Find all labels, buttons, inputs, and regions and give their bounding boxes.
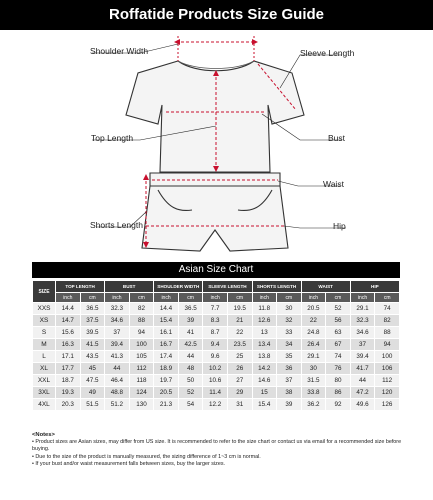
size-chart-title: Asian Size Chart xyxy=(32,262,400,278)
table-row xyxy=(33,375,400,387)
table-cell: 13.8 xyxy=(252,351,277,363)
table-cell: 86 xyxy=(326,387,351,399)
table-cell: 44 xyxy=(178,351,203,363)
table-row xyxy=(33,363,400,375)
table-row xyxy=(33,339,400,351)
table-row xyxy=(33,315,400,327)
unit-cm-header: cm xyxy=(178,293,203,303)
table-cell: 41.7 xyxy=(350,363,375,375)
table-cell: 94 xyxy=(129,327,154,339)
top-garment xyxy=(126,61,304,172)
table-cell: 45 xyxy=(80,363,105,375)
table-cell: 9.6 xyxy=(203,351,228,363)
table-cell: 19.7 xyxy=(154,375,179,387)
group-header: SHORTS LENGTH xyxy=(252,281,301,293)
table-cell: 17.7 xyxy=(56,363,81,375)
table-cell: 67 xyxy=(326,339,351,351)
size-chart-table xyxy=(32,280,400,411)
unit-inch-header: inch xyxy=(154,293,179,303)
table-cell: 88 xyxy=(375,327,400,339)
table-cell: 15.6 xyxy=(56,327,81,339)
table-cell: 29 xyxy=(227,387,252,399)
table-cell: 36.2 xyxy=(301,399,326,411)
unit-inch-header: inch xyxy=(56,293,81,303)
notes-section xyxy=(32,432,412,468)
table-cell: 44 xyxy=(350,375,375,387)
table-cell: 10.2 xyxy=(203,363,228,375)
size-label: XL xyxy=(33,363,56,375)
table-cell: 39 xyxy=(277,399,302,411)
table-cell: 124 xyxy=(129,387,154,399)
table-cell: 12.6 xyxy=(252,315,277,327)
size-label: L xyxy=(33,351,56,363)
table-cell: 30 xyxy=(301,363,326,375)
table-cell: 16.3 xyxy=(56,339,81,351)
table-cell: 106 xyxy=(375,363,400,375)
table-cell: 37.5 xyxy=(80,315,105,327)
group-header: WAIST xyxy=(301,281,350,293)
label-bust: Bust xyxy=(328,133,346,143)
table-cell: 42.5 xyxy=(178,339,203,351)
table-cell: 51.5 xyxy=(80,399,105,411)
table-cell: 41 xyxy=(178,327,203,339)
table-cell: 15.4 xyxy=(252,399,277,411)
table-cell: 120 xyxy=(375,387,400,399)
group-header: TOP LENGTH xyxy=(56,281,105,293)
shorts-garment xyxy=(142,173,288,251)
table-cell: 18.7 xyxy=(56,375,81,387)
table-cell: 100 xyxy=(129,339,154,351)
table-cell: 49.6 xyxy=(350,399,375,411)
table-cell: 34.6 xyxy=(350,327,375,339)
size-label: XXS xyxy=(33,303,56,315)
notes-title: <Notes> xyxy=(32,432,55,438)
table-cell: 26.4 xyxy=(301,339,326,351)
label-waist: Waist xyxy=(323,179,344,189)
table-cell: 32 xyxy=(277,315,302,327)
size-label: XS xyxy=(33,315,56,327)
table-cell: 33 xyxy=(277,327,302,339)
table-cell: 52 xyxy=(326,303,351,315)
size-label: S xyxy=(33,327,56,339)
table-cell: 36 xyxy=(277,363,302,375)
table-row xyxy=(33,387,400,399)
garment-illustration xyxy=(0,30,433,258)
measurement-diagram xyxy=(0,30,433,258)
group-header: BUST xyxy=(105,281,154,293)
table-cell: 32.3 xyxy=(350,315,375,327)
table-row xyxy=(33,327,400,339)
group-header: HIP xyxy=(350,281,399,293)
table-cell: 18.9 xyxy=(154,363,179,375)
table-cell: 94 xyxy=(375,339,400,351)
label-shorts-length: Shorts Length xyxy=(90,220,143,230)
table-cell: 36.5 xyxy=(80,303,105,315)
table-cell: 11.8 xyxy=(252,303,277,315)
table-cell: 43.5 xyxy=(80,351,105,363)
table-cell: 38 xyxy=(277,387,302,399)
table-cell: 8.7 xyxy=(203,327,228,339)
table-cell: 37 xyxy=(105,327,130,339)
table-cell: 27 xyxy=(227,375,252,387)
table-cell: 32.3 xyxy=(105,303,130,315)
unit-inch-header: inch xyxy=(301,293,326,303)
unit-cm-header: cm xyxy=(227,293,252,303)
table-cell: 22 xyxy=(227,327,252,339)
unit-cm-header: cm xyxy=(277,293,302,303)
note-item: • Due to the size of the product is manually measured, the sizing difference of 1~3 cm is normal. xyxy=(32,453,261,460)
table-cell: 41.5 xyxy=(80,339,105,351)
note-item: • Product sizes are Asian sizes, may differ from US size. It is recommended to refer to the size chart or contact us via email for a recommended size before buying. xyxy=(32,439,402,453)
table-cell: 33.8 xyxy=(301,387,326,399)
table-row xyxy=(33,351,400,363)
table-cell: 21.3 xyxy=(154,399,179,411)
table-cell: 13 xyxy=(252,327,277,339)
unit-cm-header: cm xyxy=(129,293,154,303)
table-cell: 30 xyxy=(277,303,302,315)
group-header: SHOULDER WIDTH xyxy=(154,281,203,293)
table-cell: 9.4 xyxy=(203,339,228,351)
label-hip: Hip xyxy=(333,221,346,231)
table-cell: 80 xyxy=(326,375,351,387)
group-header-row xyxy=(33,281,400,293)
table-cell: 8.3 xyxy=(203,315,228,327)
table-cell: 17.4 xyxy=(154,351,179,363)
table-cell: 56 xyxy=(326,315,351,327)
table-cell: 15.4 xyxy=(154,315,179,327)
unit-inch-header: inch xyxy=(252,293,277,303)
size-chart-body xyxy=(33,303,400,411)
table-row xyxy=(33,303,400,315)
table-row xyxy=(33,399,400,411)
table-cell: 14.4 xyxy=(56,303,81,315)
table-cell: 20.5 xyxy=(301,303,326,315)
table-cell: 34 xyxy=(277,339,302,351)
table-cell: 88 xyxy=(129,315,154,327)
unit-cm-header: cm xyxy=(326,293,351,303)
label-top-length: Top Length xyxy=(91,133,134,143)
note-item: • If your bust and/or waist measurement falls between sizes, buy the larger sizes. xyxy=(32,460,226,467)
table-cell: 31 xyxy=(227,399,252,411)
label-shoulder-width: Shoulder Width xyxy=(90,46,149,56)
table-cell: 12.2 xyxy=(203,399,228,411)
group-header: SLEEVE LENGTH xyxy=(203,281,252,293)
table-cell: 22 xyxy=(301,315,326,327)
table-cell: 13.4 xyxy=(252,339,277,351)
table-cell: 14.2 xyxy=(252,363,277,375)
unit-inch-header: inch xyxy=(105,293,130,303)
size-label: 4XL xyxy=(33,399,56,411)
table-cell: 126 xyxy=(375,399,400,411)
unit-cm-header: cm xyxy=(375,293,400,303)
unit-inch-header: inch xyxy=(350,293,375,303)
table-cell: 82 xyxy=(375,315,400,327)
table-cell: 17.1 xyxy=(56,351,81,363)
table-cell: 63 xyxy=(326,327,351,339)
table-cell: 48.8 xyxy=(105,387,130,399)
table-cell: 105 xyxy=(129,351,154,363)
unit-header-row xyxy=(33,293,400,303)
table-cell: 16.1 xyxy=(154,327,179,339)
table-cell: 37 xyxy=(277,375,302,387)
table-cell: 29.1 xyxy=(301,351,326,363)
table-cell: 16.7 xyxy=(154,339,179,351)
label-sleeve-length: Sleeve Length xyxy=(300,48,355,58)
size-label: 3XL xyxy=(33,387,56,399)
table-cell: 15 xyxy=(252,387,277,399)
table-cell: 14.7 xyxy=(56,315,81,327)
table-cell: 39.4 xyxy=(350,351,375,363)
table-cell: 29.1 xyxy=(350,303,375,315)
table-cell: 31.5 xyxy=(301,375,326,387)
table-cell: 23.5 xyxy=(227,339,252,351)
size-column-header: SIZE xyxy=(33,281,56,303)
table-cell: 82 xyxy=(129,303,154,315)
table-cell: 49 xyxy=(80,387,105,399)
table-cell: 92 xyxy=(326,399,351,411)
size-label: XXL xyxy=(33,375,56,387)
unit-cm-header: cm xyxy=(80,293,105,303)
table-cell: 7.7 xyxy=(203,303,228,315)
table-cell: 112 xyxy=(375,375,400,387)
table-cell: 14.4 xyxy=(154,303,179,315)
table-cell: 118 xyxy=(129,375,154,387)
table-cell: 34.6 xyxy=(105,315,130,327)
size-label: M xyxy=(33,339,56,351)
table-cell: 14.6 xyxy=(252,375,277,387)
table-cell: 47.5 xyxy=(80,375,105,387)
table-cell: 54 xyxy=(178,399,203,411)
table-cell: 35 xyxy=(277,351,302,363)
page-title: Roffatide Products Size Guide xyxy=(0,0,433,30)
table-cell: 74 xyxy=(375,303,400,315)
table-cell: 36.5 xyxy=(178,303,203,315)
table-cell: 50 xyxy=(178,375,203,387)
table-cell: 37 xyxy=(350,339,375,351)
table-cell: 48 xyxy=(178,363,203,375)
table-cell: 39.4 xyxy=(105,339,130,351)
table-cell: 74 xyxy=(326,351,351,363)
table-cell: 11.4 xyxy=(203,387,228,399)
table-cell: 100 xyxy=(375,351,400,363)
table-cell: 44 xyxy=(105,363,130,375)
table-cell: 20.3 xyxy=(56,399,81,411)
table-cell: 46.4 xyxy=(105,375,130,387)
table-cell: 47.2 xyxy=(350,387,375,399)
table-cell: 76 xyxy=(326,363,351,375)
table-cell: 51.2 xyxy=(105,399,130,411)
table-cell: 26 xyxy=(227,363,252,375)
table-cell: 19.3 xyxy=(56,387,81,399)
table-cell: 112 xyxy=(129,363,154,375)
table-cell: 19.5 xyxy=(227,303,252,315)
table-cell: 39.5 xyxy=(80,327,105,339)
table-cell: 41.3 xyxy=(105,351,130,363)
table-cell: 25 xyxy=(227,351,252,363)
table-cell: 10.6 xyxy=(203,375,228,387)
table-cell: 21 xyxy=(227,315,252,327)
table-cell: 20.5 xyxy=(154,387,179,399)
table-cell: 39 xyxy=(178,315,203,327)
table-cell: 24.8 xyxy=(301,327,326,339)
table-cell: 52 xyxy=(178,387,203,399)
unit-inch-header: inch xyxy=(203,293,228,303)
table-cell: 130 xyxy=(129,399,154,411)
